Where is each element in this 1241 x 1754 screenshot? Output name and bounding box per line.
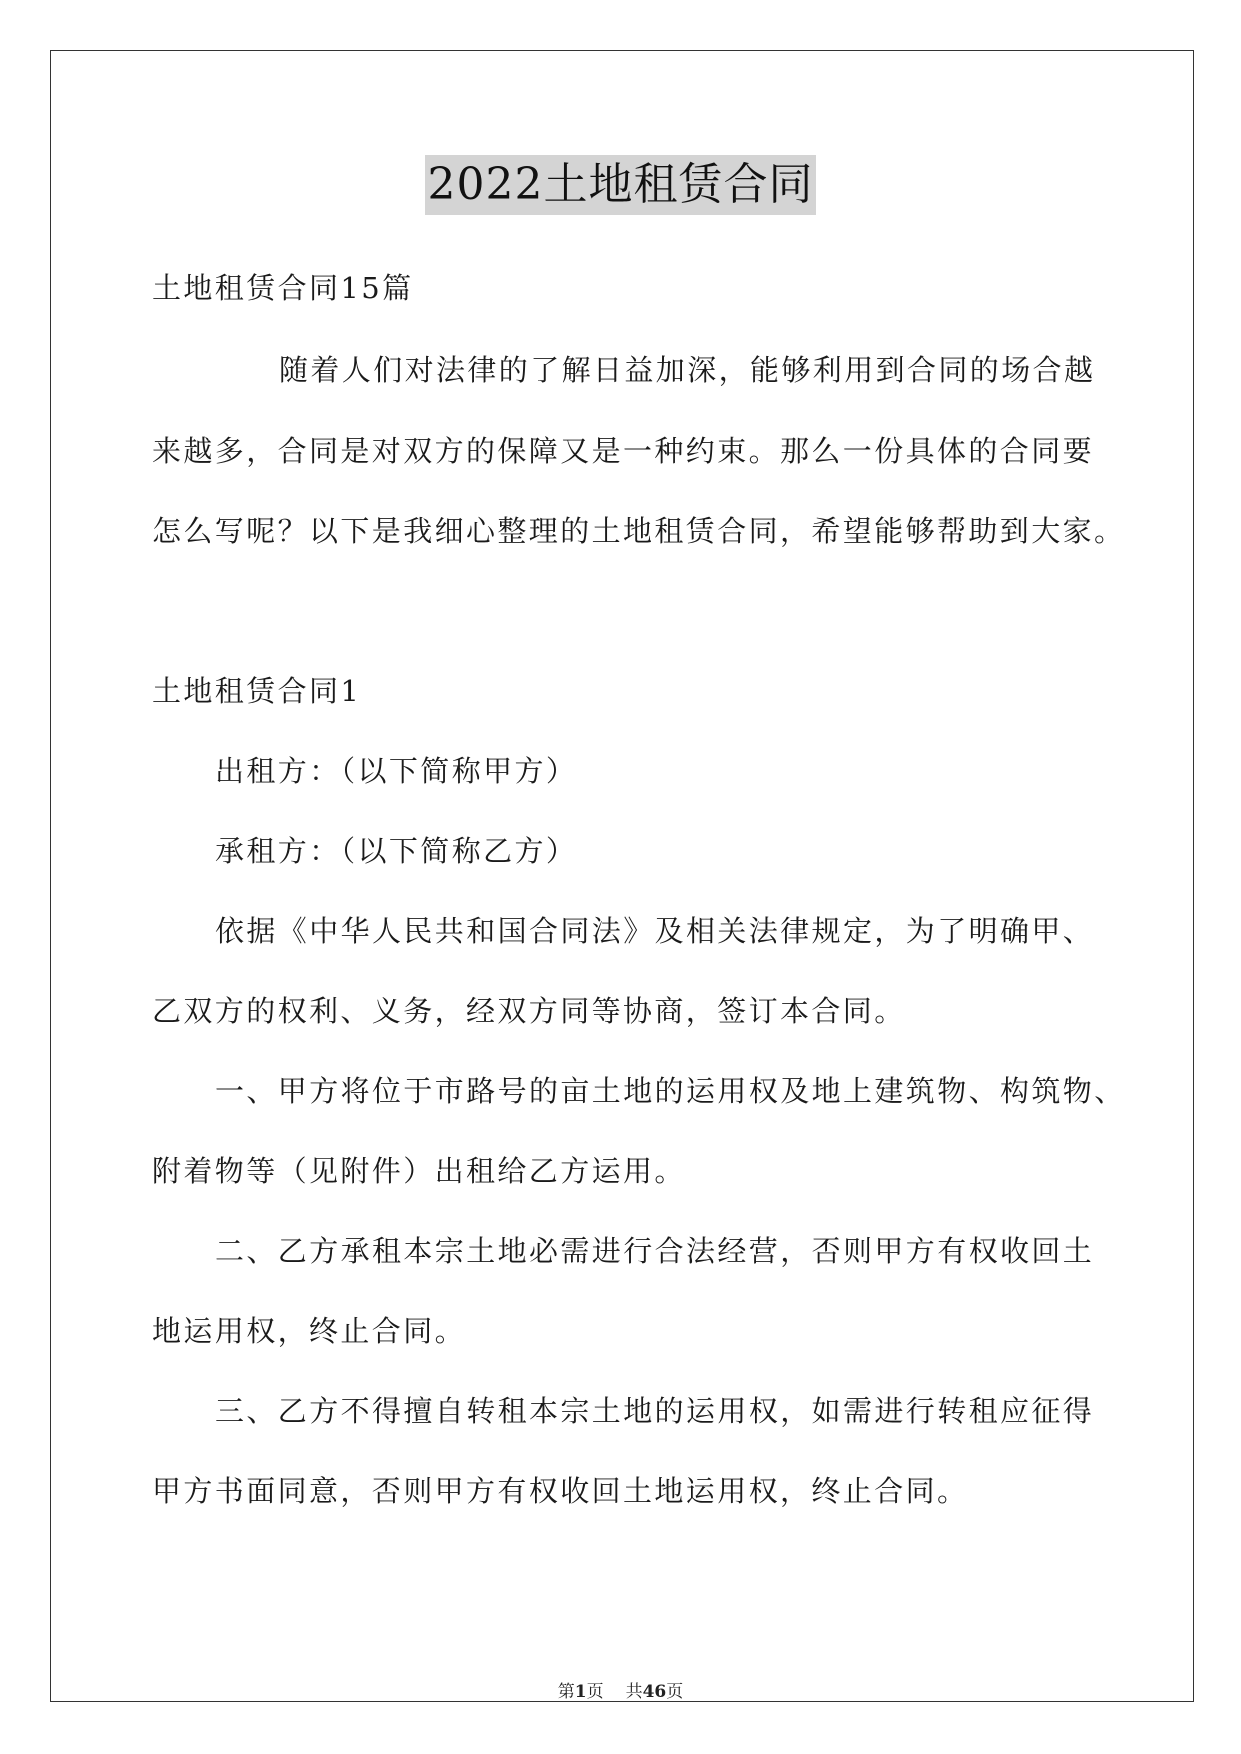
intro-line-2: 来越多，合同是对双方的保障又是一种约束。那么一份具体的合同要: [152, 434, 1095, 468]
clause-1-line-1: 一、甲方将位于市路号的亩土地的运用权及地上建筑物、构筑物、: [215, 1074, 1126, 1108]
page-prefix: 第: [557, 1682, 575, 1702]
page-footer: [0, 1680, 1241, 1704]
total-suffix: 页: [666, 1682, 684, 1702]
basis-line-2: 乙双方的权利、义务，经双方同等协商，签订本合同。: [152, 994, 906, 1028]
total-prefix: 共: [625, 1682, 643, 1702]
title-container: [0, 155, 1241, 215]
section-heading: 土地租赁合同1: [152, 674, 362, 708]
intro-line-1: 随着人们对法律的了解日益加深，能够利用到合同的场合越: [279, 353, 1096, 387]
basis-line-1: 依据《中华人民共和国合同法》及相关法律规定，为了明确甲、: [215, 914, 1095, 948]
page-total: 46: [642, 1682, 667, 1702]
document-subtitle: 土地租赁合同15篇: [152, 271, 414, 305]
clause-2-line-2: 地运用权，终止合同。: [152, 1314, 467, 1348]
intro-line-3: 怎么写呢？以下是我细心整理的土地租赁合同，希望能够帮助到大家。: [152, 514, 1126, 548]
page-current: 1: [574, 1682, 587, 1702]
lessee-line: 承租方：（以下简称乙方）: [215, 834, 578, 868]
clause-1-line-2: 附着物等（见附件）出租给乙方运用。: [152, 1154, 686, 1188]
page-suffix: 页: [586, 1682, 604, 1702]
document-title: 2022土地租赁合同: [425, 155, 817, 215]
clause-3-line-1: 三、乙方不得擅自转租本宗土地的运用权，如需进行转租应征得: [215, 1394, 1095, 1428]
lessor-line: 出租方：（以下简称甲方）: [215, 754, 578, 788]
clause-2-line-1: 二、乙方承租本宗土地必需进行合法经营，否则甲方有权收回土: [215, 1234, 1095, 1268]
clause-3-line-2: 甲方书面同意，否则甲方有权收回土地运用权，终止合同。: [152, 1474, 969, 1508]
